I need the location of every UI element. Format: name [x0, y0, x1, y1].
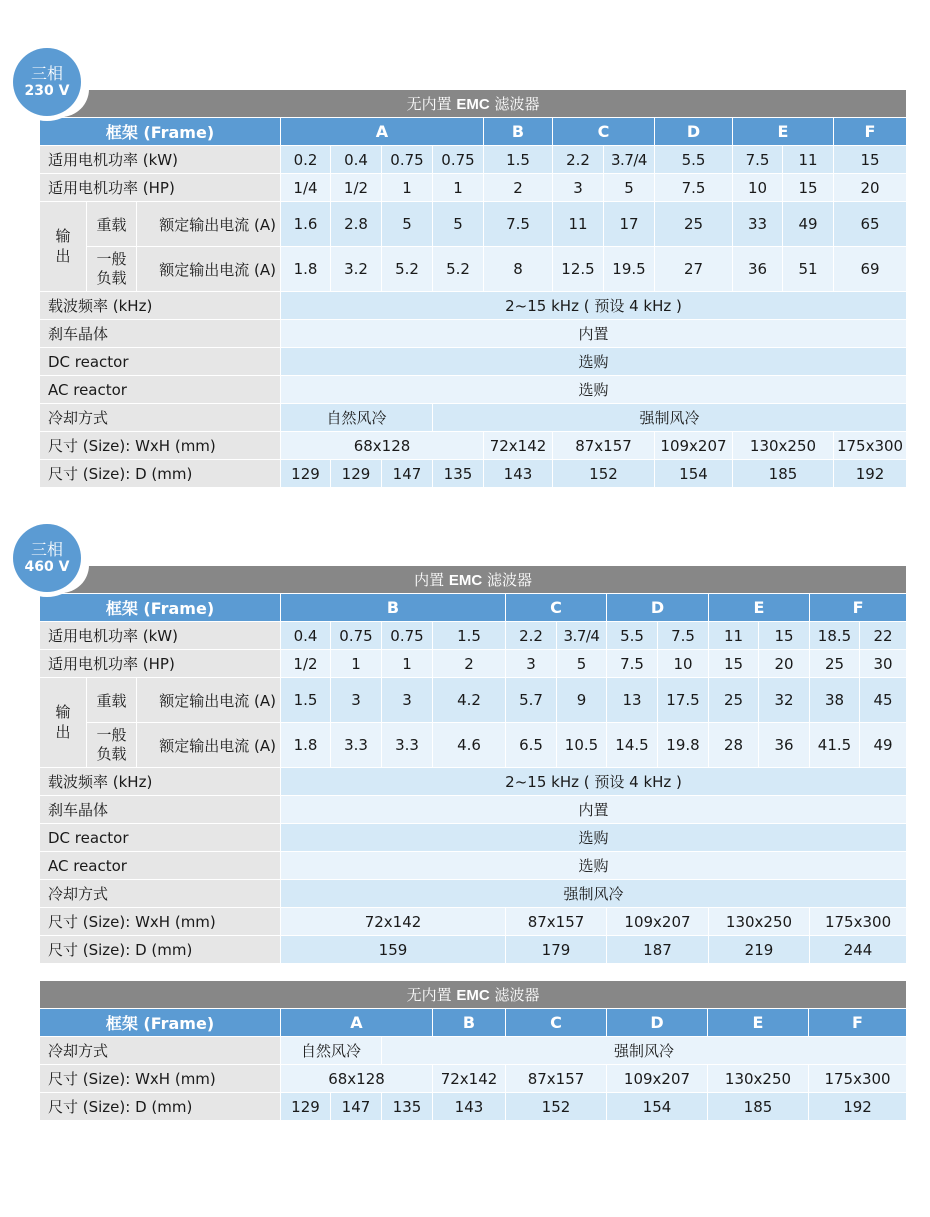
cell: 3	[553, 174, 604, 202]
cell: 45	[860, 678, 907, 723]
table-title: 无内置 EMC 滤波器	[40, 90, 907, 118]
badge-phase: 三相	[30, 539, 63, 559]
cell: 自然风冷	[281, 1037, 382, 1065]
badge-voltage: 460 V	[24, 559, 70, 576]
frame-b: B	[484, 118, 553, 146]
cell: 154	[655, 460, 733, 488]
row-hp	[40, 650, 907, 678]
row-wxh	[40, 1065, 907, 1093]
row-carrier	[40, 768, 907, 796]
cell: 1.5	[281, 678, 331, 723]
cell: 10.5	[557, 723, 607, 768]
cell: 选购	[281, 852, 907, 880]
row-brake	[40, 796, 907, 824]
cell: 内置	[281, 320, 907, 348]
cell: 8	[484, 247, 553, 292]
voltage-badge-230v	[13, 48, 81, 116]
cell: 1.8	[281, 723, 331, 768]
cell: 192	[809, 1093, 907, 1121]
cell: 49	[860, 723, 907, 768]
row-normal	[40, 723, 907, 768]
frame-e: E	[708, 1009, 809, 1037]
cell: 0.75	[382, 622, 433, 650]
row-wxh	[40, 432, 907, 460]
cell: 4.2	[433, 678, 506, 723]
normal-label: 一般负载	[87, 723, 137, 768]
row-label: 尺寸 (Size): D (mm)	[40, 936, 281, 964]
cell: 0.75	[433, 146, 484, 174]
frame-a: A	[281, 1009, 433, 1037]
cell: 10	[733, 174, 783, 202]
cell: 19.5	[604, 247, 655, 292]
cell: 109x207	[607, 908, 709, 936]
cell: 0.75	[382, 146, 433, 174]
cell: 129	[281, 1093, 331, 1121]
cell: 143	[484, 460, 553, 488]
row-label: 载波频率 (kHz)	[40, 768, 281, 796]
cell: 5.5	[655, 146, 733, 174]
cell: 14.5	[607, 723, 658, 768]
frame-c: C	[553, 118, 655, 146]
cell: 2~15 kHz ( 预设 4 kHz )	[281, 768, 907, 796]
spec-table-230v	[39, 89, 906, 488]
cell: 219	[709, 936, 810, 964]
cell: 2~15 kHz ( 预设 4 kHz )	[281, 292, 907, 320]
cell: 244	[810, 936, 907, 964]
cell: 2	[433, 650, 506, 678]
row-heavy	[40, 202, 907, 247]
frame-header-label: 框架 (Frame)	[40, 1009, 281, 1037]
cell: 147	[382, 460, 433, 488]
cell: 4.6	[433, 723, 506, 768]
cell: 3.7/4	[604, 146, 655, 174]
cell: 7.5	[607, 650, 658, 678]
cell: 内置	[281, 796, 907, 824]
row-kw	[40, 622, 907, 650]
cell: 152	[553, 460, 655, 488]
cell: 2.2	[506, 622, 557, 650]
frame-f: F	[809, 1009, 907, 1037]
row-label: 尺寸 (Size): D (mm)	[40, 460, 281, 488]
cell: 选购	[281, 376, 907, 404]
cell: 38	[810, 678, 860, 723]
cell: 13	[607, 678, 658, 723]
row-depth	[40, 1093, 907, 1121]
row-brake	[40, 320, 907, 348]
row-heavy	[40, 678, 907, 723]
badge-voltage: 230 V	[24, 83, 70, 100]
table-title: 无内置 EMC 滤波器	[40, 981, 907, 1009]
cell: 强制风冷	[281, 880, 907, 908]
cell: 154	[607, 1093, 708, 1121]
cell: 15	[709, 650, 759, 678]
row-depth	[40, 460, 907, 488]
cell: 0.2	[281, 146, 331, 174]
cell: 185	[708, 1093, 809, 1121]
cell: 135	[382, 1093, 433, 1121]
cell: 5.5	[607, 622, 658, 650]
cell: 175x300	[809, 1065, 907, 1093]
cell: 12.5	[553, 247, 604, 292]
cell: 129	[281, 460, 331, 488]
cell: 15	[783, 174, 834, 202]
cell: 72x142	[281, 908, 506, 936]
cell: 1/2	[281, 650, 331, 678]
row-label: 载波频率 (kHz)	[40, 292, 281, 320]
row-wxh	[40, 908, 907, 936]
cell: 175x300	[834, 432, 907, 460]
cell: 68x128	[281, 432, 484, 460]
cell: 19.8	[658, 723, 709, 768]
cell: 36	[759, 723, 810, 768]
cell: 3	[331, 678, 382, 723]
row-label: 适用电机功率 (HP)	[40, 650, 281, 678]
cell: 5	[433, 202, 484, 247]
cell: 1/2	[331, 174, 382, 202]
cell: 2	[484, 174, 553, 202]
frame-d: D	[607, 1009, 708, 1037]
row-carrier	[40, 292, 907, 320]
row-label: 冷却方式	[40, 880, 281, 908]
cell: 20	[759, 650, 810, 678]
cell: 25	[810, 650, 860, 678]
row-dc-reactor	[40, 348, 907, 376]
badge-phase: 三相	[30, 63, 63, 83]
cell: 强制风冷	[382, 1037, 907, 1065]
cell: 7.5	[655, 174, 733, 202]
cell: 7.5	[658, 622, 709, 650]
cell: 32	[759, 678, 810, 723]
cell: 41.5	[810, 723, 860, 768]
cell: 3.2	[331, 247, 382, 292]
row-label: 刹车晶体	[40, 796, 281, 824]
frame-f: F	[834, 118, 907, 146]
cell: 3.3	[382, 723, 433, 768]
row-label: 冷却方式	[40, 1037, 281, 1065]
row-label: 尺寸 (Size): WxH (mm)	[40, 1065, 281, 1093]
cell: 1	[382, 650, 433, 678]
cell: 147	[331, 1093, 382, 1121]
cell: 5.2	[433, 247, 484, 292]
cell: 0.4	[331, 146, 382, 174]
cell: 3.3	[331, 723, 382, 768]
cell: 143	[433, 1093, 506, 1121]
cell: 1.5	[484, 146, 553, 174]
cell: 0.75	[331, 622, 382, 650]
cell: 72x142	[484, 432, 553, 460]
cell: 5.2	[382, 247, 433, 292]
cell: 135	[433, 460, 484, 488]
row-label: 适用电机功率 (kW)	[40, 622, 281, 650]
cell: 185	[733, 460, 834, 488]
frame-b: B	[433, 1009, 506, 1037]
rated-label: 额定输出电流 (A)	[137, 247, 281, 292]
row-label: DC reactor	[40, 348, 281, 376]
spec-table-460v-no-emc	[39, 980, 906, 1121]
cell: 11	[553, 202, 604, 247]
row-label: 尺寸 (Size): WxH (mm)	[40, 908, 281, 936]
cell: 2.8	[331, 202, 382, 247]
cell: 9	[557, 678, 607, 723]
rated-label: 额定输出电流 (A)	[137, 202, 281, 247]
cell: 18.5	[810, 622, 860, 650]
cell: 7.5	[484, 202, 553, 247]
row-depth	[40, 936, 907, 964]
cell: 2.2	[553, 146, 604, 174]
cell: 7.5	[733, 146, 783, 174]
cell: 5	[557, 650, 607, 678]
row-label: AC reactor	[40, 376, 281, 404]
cell: 15	[759, 622, 810, 650]
row-cooling	[40, 880, 907, 908]
cell: 129	[331, 460, 382, 488]
cell: 130x250	[709, 908, 810, 936]
rated-label: 额定输出电流 (A)	[137, 678, 281, 723]
cell: 自然风冷	[281, 404, 433, 432]
cell: 179	[506, 936, 607, 964]
cell: 159	[281, 936, 506, 964]
cell: 22	[860, 622, 907, 650]
row-kw	[40, 146, 907, 174]
spec-table-460v	[39, 565, 906, 964]
cell: 5	[382, 202, 433, 247]
frame-f: F	[810, 594, 907, 622]
cell: 1/4	[281, 174, 331, 202]
cell: 109x207	[607, 1065, 708, 1093]
frame-e: E	[733, 118, 834, 146]
row-label: 适用电机功率 (kW)	[40, 146, 281, 174]
frame-header-label: 框架 (Frame)	[40, 594, 281, 622]
normal-label: 一般负载	[87, 247, 137, 292]
cell: 11	[709, 622, 759, 650]
heavy-label: 重载	[87, 678, 137, 723]
frame-e: E	[709, 594, 810, 622]
row-hp	[40, 174, 907, 202]
output-label: 输出	[40, 678, 87, 768]
cell: 25	[709, 678, 759, 723]
cell: 69	[834, 247, 907, 292]
output-label: 输出	[40, 202, 87, 292]
cell: 87x157	[506, 908, 607, 936]
row-label: DC reactor	[40, 824, 281, 852]
row-label: AC reactor	[40, 852, 281, 880]
cell: 68x128	[281, 1065, 433, 1093]
row-cooling	[40, 404, 907, 432]
cell: 选购	[281, 824, 907, 852]
cell: 130x250	[733, 432, 834, 460]
row-normal	[40, 247, 907, 292]
cell: 1	[433, 174, 484, 202]
cell: 17	[604, 202, 655, 247]
cell: 5.7	[506, 678, 557, 723]
cell: 选购	[281, 348, 907, 376]
row-label: 冷却方式	[40, 404, 281, 432]
cell: 3.7/4	[557, 622, 607, 650]
cell: 1	[331, 650, 382, 678]
cell: 25	[655, 202, 733, 247]
cell: 11	[783, 146, 834, 174]
table-title: 内置 EMC 滤波器	[40, 566, 907, 594]
cell: 187	[607, 936, 709, 964]
cell: 20	[834, 174, 907, 202]
cell: 28	[709, 723, 759, 768]
cell: 192	[834, 460, 907, 488]
row-label: 刹车晶体	[40, 320, 281, 348]
cell: 175x300	[810, 908, 907, 936]
cell: 109x207	[655, 432, 733, 460]
cell: 33	[733, 202, 783, 247]
row-label: 尺寸 (Size): D (mm)	[40, 1093, 281, 1121]
cell: 87x157	[553, 432, 655, 460]
cell: 10	[658, 650, 709, 678]
row-label: 适用电机功率 (HP)	[40, 174, 281, 202]
row-label: 尺寸 (Size): WxH (mm)	[40, 432, 281, 460]
cell: 5	[604, 174, 655, 202]
cell: 1.6	[281, 202, 331, 247]
cell: 87x157	[506, 1065, 607, 1093]
cell: 1	[382, 174, 433, 202]
frame-header-label: 框架 (Frame)	[40, 118, 281, 146]
row-ac-reactor	[40, 376, 907, 404]
row-cooling	[40, 1037, 907, 1065]
cell: 27	[655, 247, 733, 292]
frame-d: D	[607, 594, 709, 622]
frame-c: C	[506, 594, 607, 622]
cell: 3	[506, 650, 557, 678]
frame-b: B	[281, 594, 506, 622]
cell: 72x142	[433, 1065, 506, 1093]
cell: 15	[834, 146, 907, 174]
cell: 1.8	[281, 247, 331, 292]
cell: 17.5	[658, 678, 709, 723]
cell: 0.4	[281, 622, 331, 650]
cell: 49	[783, 202, 834, 247]
voltage-badge-460v	[13, 524, 81, 592]
cell: 30	[860, 650, 907, 678]
cell: 3	[382, 678, 433, 723]
cell: 1.5	[433, 622, 506, 650]
rated-label: 额定输出电流 (A)	[137, 723, 281, 768]
cell: 6.5	[506, 723, 557, 768]
cell: 130x250	[708, 1065, 809, 1093]
cell: 152	[506, 1093, 607, 1121]
cell: 强制风冷	[433, 404, 907, 432]
cell: 65	[834, 202, 907, 247]
frame-c: C	[506, 1009, 607, 1037]
heavy-label: 重载	[87, 202, 137, 247]
cell: 51	[783, 247, 834, 292]
frame-d: D	[655, 118, 733, 146]
cell: 36	[733, 247, 783, 292]
row-dc-reactor	[40, 824, 907, 852]
frame-a: A	[281, 118, 484, 146]
row-ac-reactor	[40, 852, 907, 880]
